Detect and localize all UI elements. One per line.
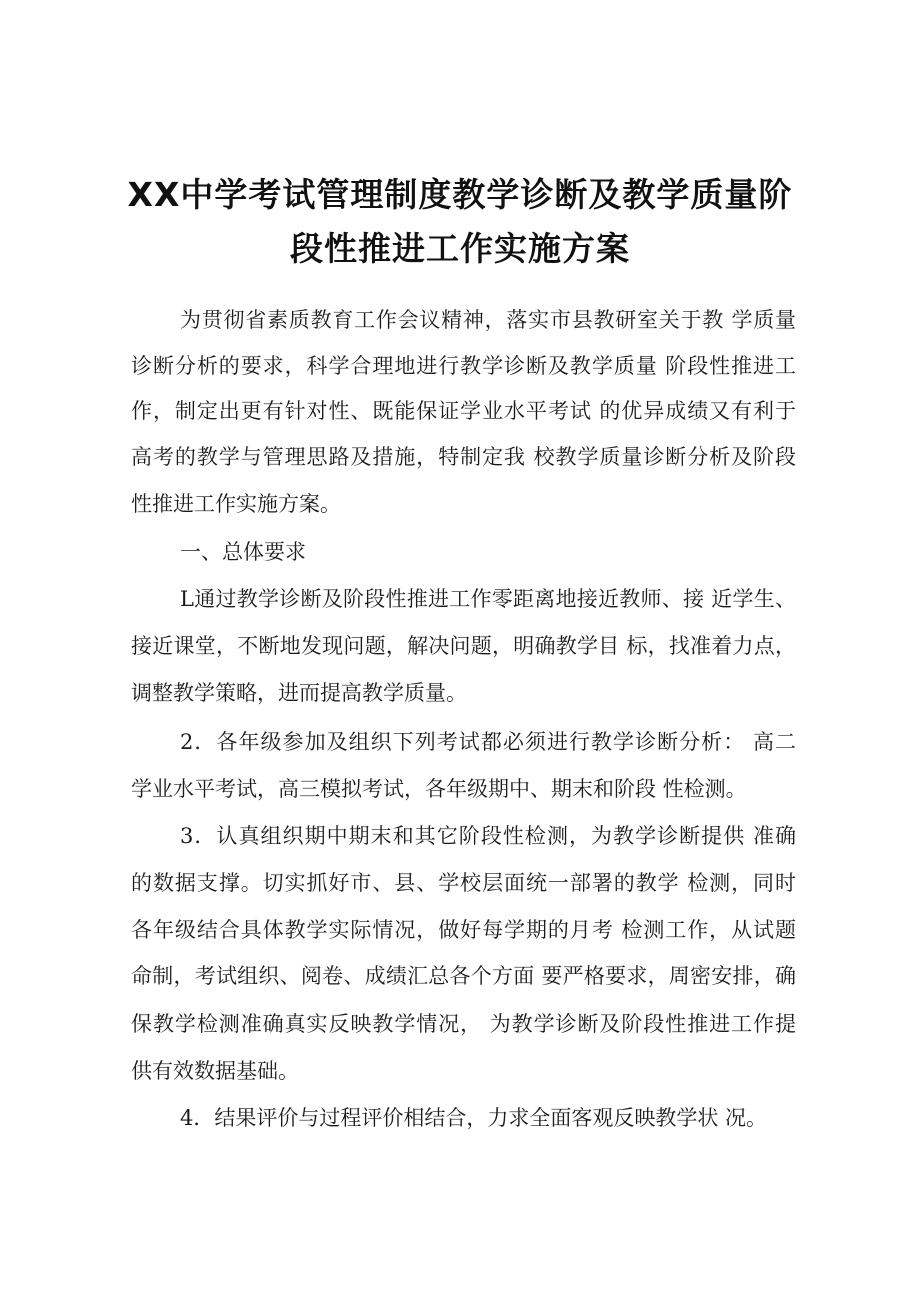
document-title-line-2: 段性推进工作实施方案: [290, 229, 630, 268]
intro-line-2: 诊断分析的要求，科学合理地进行教学诊断及教学质量 阶段性推进工: [131, 354, 796, 378]
item1-line-1: L通过教学诊断及阶段性推进工作零距离地接近教师、接 近学生、: [180, 587, 796, 611]
item3-line-4: 命制，考试组织、阅卷、成绩汇总各个方面 要严格要求，周密安排，确: [131, 964, 796, 988]
item4-line-1: 4．结果评价与过程评价相结合，力求全面客观反映教学状 况。: [180, 1106, 768, 1130]
intro-line-5: 性推进工作实施方案。: [131, 492, 341, 516]
section-heading: 一、总体要求: [180, 540, 306, 564]
item3-line-5: 保教学检测准确真实反映教学情况， 为教学诊断及阶段性推进工作提: [131, 1012, 796, 1036]
item2-line-2: 学业水平考试，高三模拟考试，各年级期中、期末和阶段 性检测。: [131, 777, 747, 801]
item3-line-1: 3．认真组织期中期末和其它阶段性检测，为教学诊断提供 准确: [180, 824, 796, 848]
intro-line-3: 作，制定出更有针对性、既能保证学业水平考试 的优异成绩又有利于: [131, 399, 796, 423]
intro-line-4: 高考的教学与管理思路及措施，特制定我 校教学质量诊断分析及阶段: [131, 445, 796, 469]
item3-line-6: 供有效数据基础。: [131, 1059, 299, 1083]
intro-line-1: 为贯彻省素质教育工作会议精神，落实市县教研室关于教 学质量: [180, 308, 796, 332]
item3-line-2: 的数据支撑。切实抓好市、县、学校层面统一部署的教学 检测，同时: [131, 871, 796, 895]
item2-line-1: 2．各年级参加及组织下列考试都必须进行教学诊断分析： 高二: [180, 730, 796, 754]
item3-line-3: 各年级结合具体教学实际情况，做好每学期的月考 检测工作，从试题: [131, 918, 796, 942]
document-title-line-1: XX中学考试管理制度教学诊断及教学质量阶: [127, 175, 793, 214]
item1-line-2: 接近课堂，不断地发现问题，解决问题，明确教学目 标，找准着力点，: [131, 634, 796, 658]
item1-line-3: 调整教学策略，进而提高教学质量。: [131, 681, 467, 705]
